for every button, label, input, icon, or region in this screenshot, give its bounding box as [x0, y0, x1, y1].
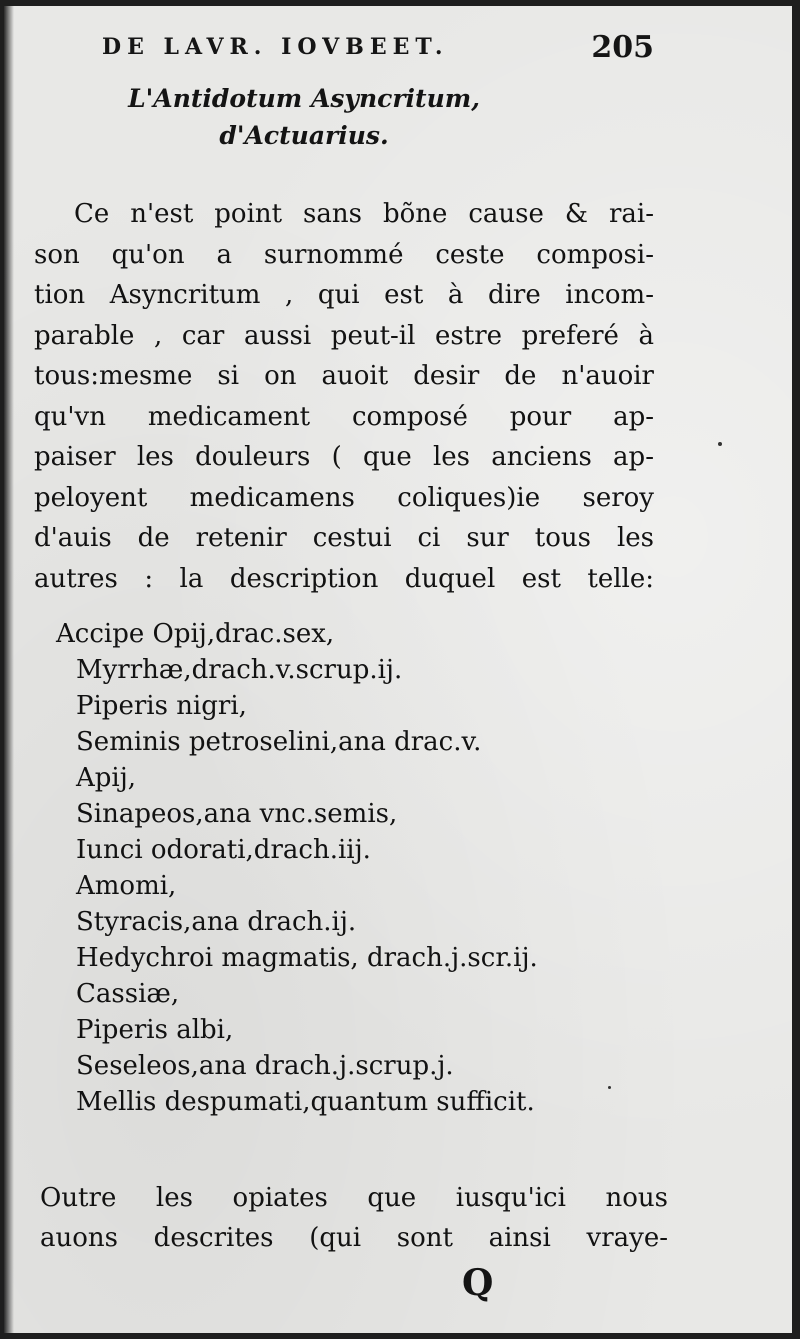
- section-title-line-2: d'Actuarius.: [219, 121, 389, 150]
- book-page: [4, 6, 792, 1333]
- closing-line: Outre les opiates que iusqu'ici nous: [40, 1183, 668, 1213]
- paragraph-line: tous:mesme si on auoit desir de n'auoir: [34, 361, 654, 391]
- page-gutter-shadow: [4, 6, 14, 1333]
- recipe-list: [34, 616, 674, 1120]
- recipe-line: Seminis petroselini,ana drac.v.: [76, 727, 482, 757]
- recipe-line: Styracis,ana drach.ij.: [76, 907, 357, 937]
- recipe-line: Cassiæ,: [76, 979, 180, 1009]
- section-title: [4, 80, 604, 154]
- paragraph-line: son qu'on a surnommé ceste composi-: [34, 239, 654, 270]
- recipe-line: Mellis despumati,quantum sufficit.: [76, 1087, 535, 1117]
- paragraph-line: qu'vn medicament composé pour ap-: [34, 401, 654, 432]
- ink-speck: [608, 1086, 611, 1089]
- running-head: [102, 30, 662, 70]
- closing-paragraph: [40, 1178, 668, 1258]
- recipe-line: Piperis albi,: [76, 1015, 234, 1045]
- paragraph-line: paiser les douleurs ( que les anciens ap-: [34, 442, 654, 472]
- recipe-line: Amomi,: [76, 871, 177, 901]
- catchword: Q: [462, 1262, 494, 1304]
- recipe-line: Hedychroi magmatis, drach.j.scr.ij.: [76, 943, 538, 973]
- paragraph-line: d'auis de retenir cestui ci sur tous les: [34, 523, 654, 553]
- paragraph-line: autres : la description duquel est telle:: [34, 563, 654, 594]
- paragraph: [34, 194, 654, 599]
- page-number: 205: [591, 30, 654, 65]
- section-title-line-1: L'Antidotum Asyncritum,: [128, 84, 480, 113]
- recipe-line: Sinapeos,ana vnc.semis,: [76, 799, 398, 829]
- paragraph-line: Ce n'est point sans bõne cause & rai-: [74, 199, 654, 229]
- paragraph-line: parable , car aussi peut-il estre preferé à: [34, 320, 654, 351]
- running-head-title: DE LAVR. IOVBEET.: [102, 34, 449, 60]
- recipe-line: Iunci odorati,drach.iij.: [76, 835, 371, 865]
- paragraph-line: tion Asyncritum , qui est à dire incom-: [34, 280, 654, 310]
- recipe-line: Piperis nigri,: [76, 691, 247, 721]
- recipe-line: Accipe Opij,drac.sex,: [56, 619, 335, 649]
- paragraph-line: peloyent medicamens coliques)ie seroy: [34, 482, 654, 513]
- ink-speck: [718, 442, 722, 446]
- recipe-line: Seseleos,ana drach.j.scrup.j.: [76, 1051, 454, 1081]
- closing-line: auons descrites (qui sont ainsi vraye-: [40, 1223, 668, 1253]
- recipe-line: Myrrhæ,drach.v.scrup.ij.: [76, 655, 403, 685]
- recipe-line: Apij,: [76, 763, 137, 793]
